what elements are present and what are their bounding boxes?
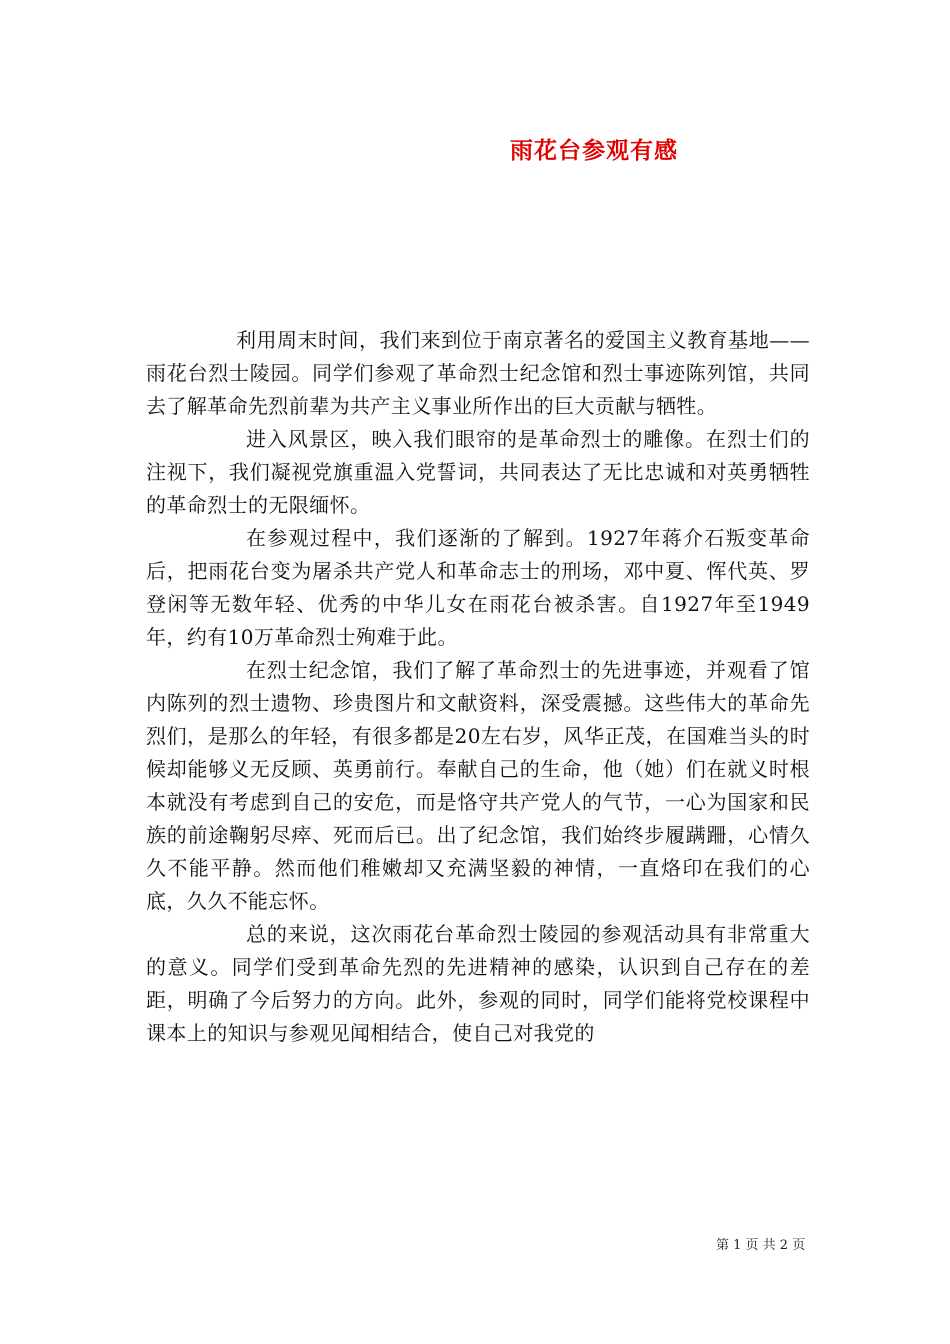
paragraph-2: 进入风景区，映入我们眼帘的是革命烈士的雕像。在烈士们的注视下，我们凝视党旗重温入党誓词，共同表达了无比忠诚和对英勇牺牲的革命烈士的无限缅怀。 xyxy=(146,427,810,517)
paragraph-1: 利用周末时间，我们来到位于南京著名的爱国主义教育基地——雨花台烈士陵园。同学们参观了革命烈士纪念馆和烈士事迹陈列馆，共同去了解革命先烈前辈为共产主义事业所作出的巨大贡献与牺牲。 xyxy=(146,328,810,418)
paragraph-5: 总的来说，这次雨花台革命烈士陵园的参观活动具有非常重大的意义。同学们受到革命先烈的先进精神的感染，认识到自己存在的差距，明确了今后努力的方向。此外，参观的同时，同学们能将党校课程中课本上的知识与参观见闻相结合，使自己对我党的 xyxy=(146,922,810,1045)
paragraph-3: 在参观过程中，我们逐渐的了解到。1927年蒋介石叛变革命后，把雨花台变为屠杀共产党人和革命志士的刑场，邓中夏、恽代英、罗登闲等无数年轻、优秀的中华儿女在雨花台被杀害。自1927年至1949年，约有10万革命烈士殉难于此。 xyxy=(146,526,810,649)
document-body xyxy=(146,324,810,1050)
page-number-footer: 第 1 页 共 2 页 xyxy=(716,1238,806,1253)
paragraph-4: 在烈士纪念馆，我们了解了革命烈士的先进事迹，并观看了馆内陈列的烈士遗物、珍贵图片和文献资料，深受震撼。这些伟大的革命先烈们，是那么的年轻，有很多都是20左右岁，风华正茂，在国难当头的时候却能够义无反顾、英勇前行。奉献自己的生命，他（她）们在就义时根本就没有考虑到自己的安危，而是恪守共产党人的气节，一心为国家和民族的前途鞠躬尽瘁、死而后已。出了纪念馆，我们始终步履蹒跚，心情久久不能平静。然而他们稚嫩却又充满坚毅的神情，一直烙印在我们的心底，久久不能忘怀。 xyxy=(146,658,810,913)
document-title: 雨花台参观有感 xyxy=(510,138,678,164)
